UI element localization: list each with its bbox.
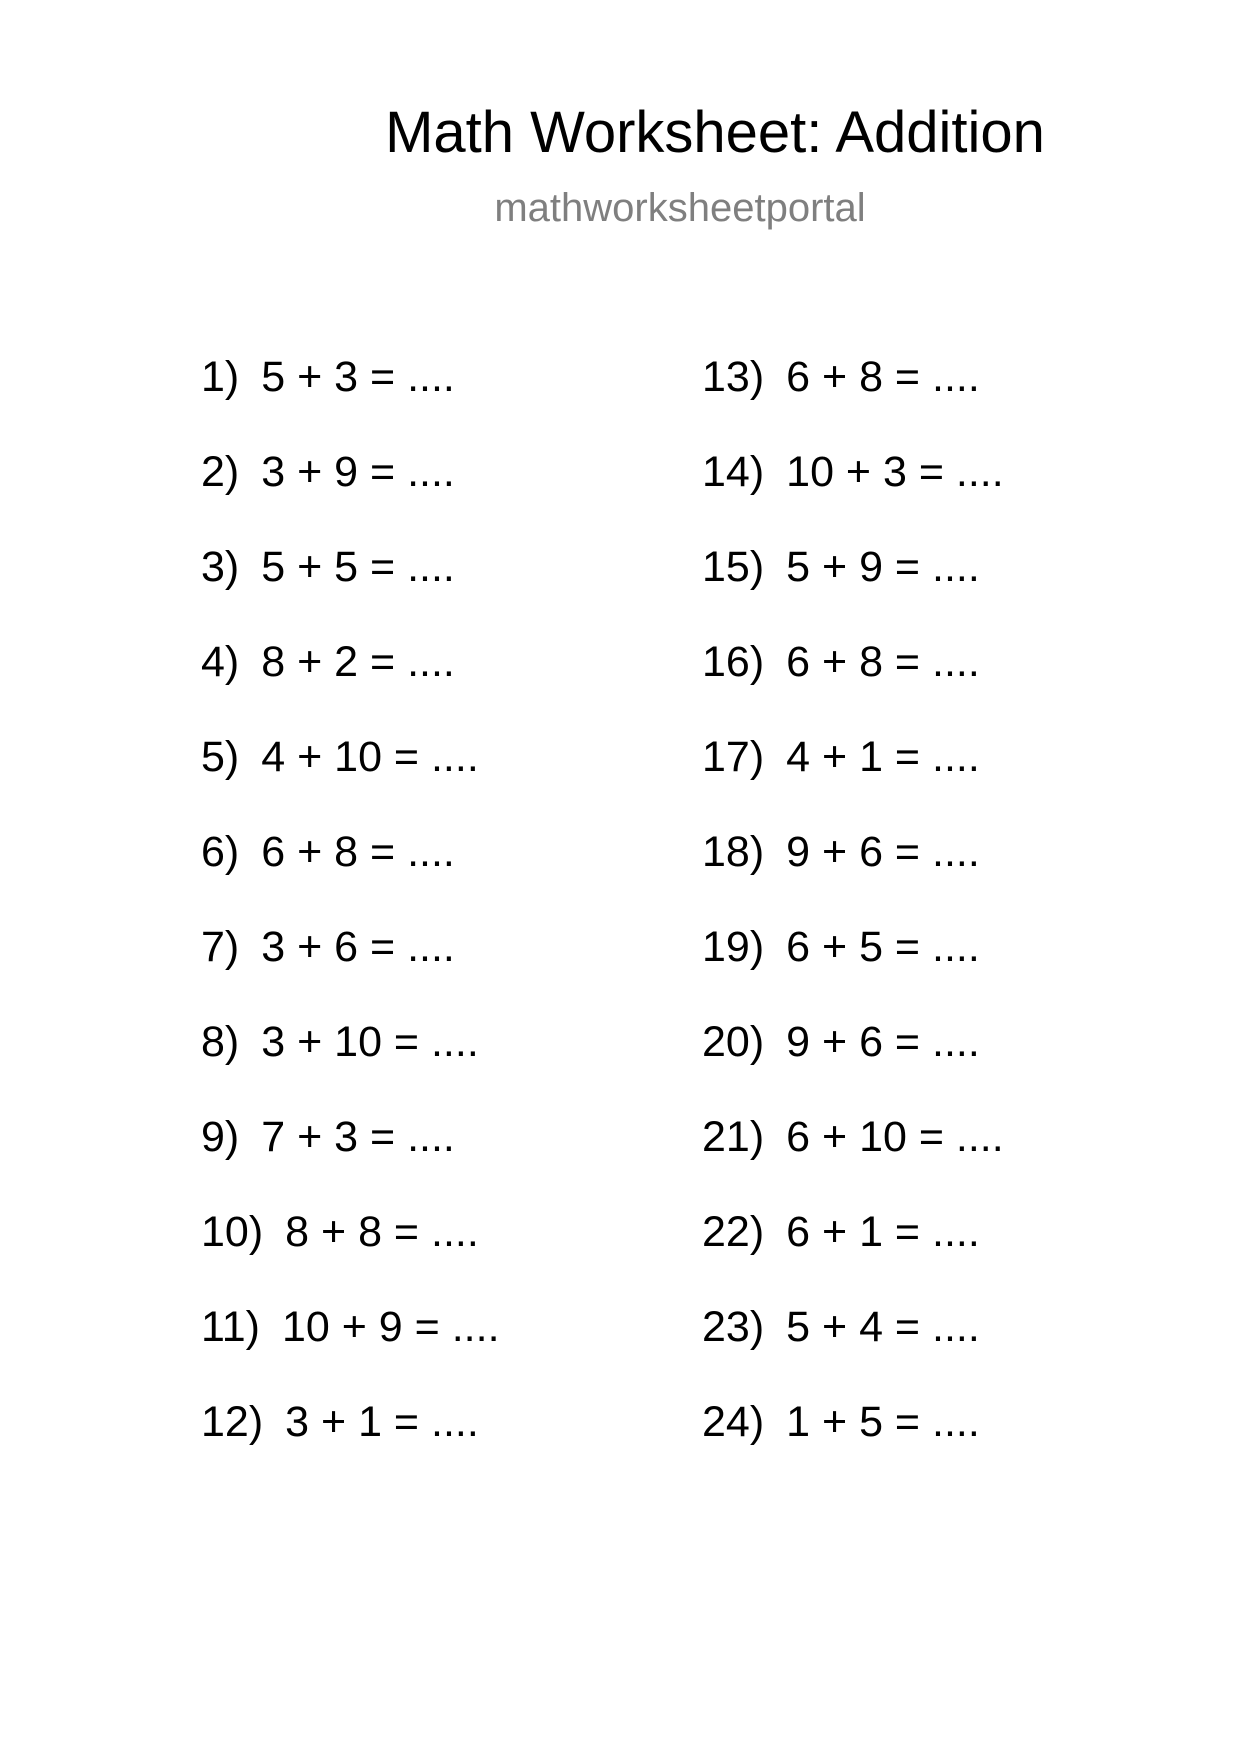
problem-expression: 6 + 5 = .... — [786, 923, 980, 971]
problem-number: 9) — [201, 1113, 240, 1161]
problem-number: 21) — [702, 1113, 765, 1161]
problem-expression: 1 + 5 = .... — [786, 1398, 980, 1446]
problem-number: 6) — [201, 828, 240, 876]
problem-expression: 3 + 9 = .... — [261, 448, 455, 496]
problem-number: 23) — [702, 1303, 765, 1351]
problem-expression: 6 + 8 = .... — [261, 828, 455, 876]
problem-expression: 6 + 10 = .... — [786, 1113, 1004, 1161]
problem-expression: 8 + 8 = .... — [285, 1208, 479, 1256]
problem-expression: 10 + 9 = .... — [281, 1303, 500, 1351]
problem-item — [702, 918, 1004, 1013]
problem-number: 7) — [201, 923, 240, 971]
problem-number: 17) — [702, 733, 765, 781]
problem-expression: 3 + 6 = .... — [261, 923, 455, 971]
problem-item — [702, 1108, 1004, 1203]
problem-item — [201, 1108, 500, 1203]
problem-item — [702, 443, 1004, 538]
problem-expression: 4 + 1 = .... — [786, 733, 980, 781]
problem-item — [702, 1298, 1004, 1393]
problem-expression: 6 + 1 = .... — [786, 1208, 980, 1256]
problem-number: 22) — [702, 1208, 765, 1256]
problem-number: 13) — [702, 353, 765, 401]
problem-number: 15) — [702, 543, 765, 591]
problem-item — [201, 443, 500, 538]
problem-expression: 7 + 3 = .... — [261, 1113, 455, 1161]
problem-item — [702, 1203, 1004, 1298]
problem-item — [702, 1393, 1004, 1488]
problem-item — [201, 348, 500, 443]
problem-number: 8) — [201, 1018, 240, 1066]
problem-number: 16) — [702, 638, 765, 686]
problem-item — [201, 823, 500, 918]
problem-item — [702, 823, 1004, 918]
problem-number: 11) — [201, 1303, 260, 1351]
problem-item — [702, 348, 1004, 443]
problem-expression: 8 + 2 = .... — [261, 638, 455, 686]
problem-expression: 9 + 6 = .... — [786, 828, 980, 876]
problem-item — [702, 728, 1004, 823]
problem-item — [201, 728, 500, 823]
problem-item — [702, 633, 1004, 728]
problem-column-right — [702, 348, 1004, 1488]
problem-column-left — [201, 348, 500, 1488]
problem-number: 18) — [702, 828, 765, 876]
page-subtitle: mathworksheetportal — [494, 186, 866, 230]
problem-number: 3) — [201, 543, 240, 591]
problem-expression: 10 + 3 = .... — [786, 448, 1004, 496]
page-title: Math Worksheet: Addition — [385, 100, 1045, 165]
problem-item — [201, 1298, 500, 1393]
problem-number: 19) — [702, 923, 765, 971]
problem-number: 24) — [702, 1398, 765, 1446]
problem-expression: 5 + 3 = .... — [261, 353, 455, 401]
problem-number: 4) — [201, 638, 240, 686]
problem-number: 1) — [201, 353, 240, 401]
problem-item — [201, 1393, 500, 1488]
problem-number: 14) — [702, 448, 765, 496]
problem-expression: 5 + 4 = .... — [786, 1303, 980, 1351]
problem-item — [201, 538, 500, 633]
problem-item — [201, 633, 500, 728]
problem-expression: 9 + 6 = .... — [786, 1018, 980, 1066]
problem-item — [702, 538, 1004, 633]
problem-expression: 5 + 9 = .... — [786, 543, 980, 591]
problem-item — [201, 1013, 500, 1108]
problem-item — [702, 1013, 1004, 1108]
problem-expression: 3 + 1 = .... — [285, 1398, 479, 1446]
problem-number: 10) — [201, 1208, 264, 1256]
problem-number: 2) — [201, 448, 240, 496]
problem-expression: 6 + 8 = .... — [786, 638, 980, 686]
problem-number: 5) — [201, 733, 240, 781]
problem-number: 20) — [702, 1018, 765, 1066]
problem-item — [201, 1203, 500, 1298]
problem-expression: 5 + 5 = .... — [261, 543, 455, 591]
problem-expression: 6 + 8 = .... — [786, 353, 980, 401]
problem-item — [201, 918, 500, 1013]
problem-expression: 3 + 10 = .... — [261, 1018, 479, 1066]
problem-number: 12) — [201, 1398, 264, 1446]
problem-expression: 4 + 10 = .... — [261, 733, 479, 781]
